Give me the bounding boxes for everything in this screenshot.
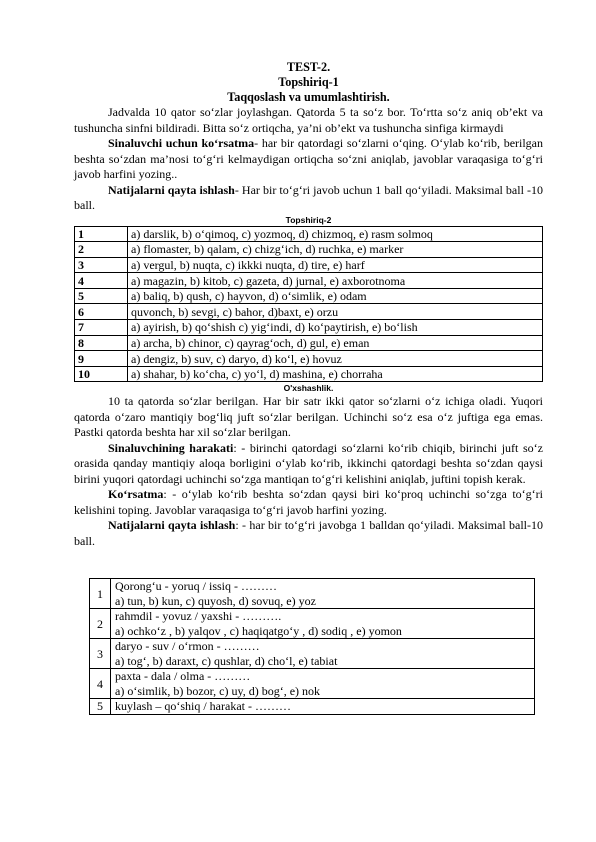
analogy-prompt: daryo - suv / o‘rmon - ………	[115, 639, 260, 654]
table-row	[75, 320, 543, 336]
table-row	[90, 699, 535, 715]
scoring-text: - Har bir to‘g‘ri javob uchun 1 ball qo‘yiladi. Maksimal ball -10 ball.	[74, 182, 544, 212]
intro-paragraph: Jadvalda 10 qator so‘zlar joylashgan. Qatorda 5 ta so‘z bor. To‘rtta so‘z aniq ob’ekt va tushuncha sinfni bildiradi. Bitta so‘z ortiqcha, ya’ni ob’ekt va tushuncha sinfiga kirmaydi	[74, 105, 543, 135]
analogy-prompt: Qorong‘u - yoruq / issiq - ………	[115, 579, 277, 594]
row-number: 5	[75, 288, 128, 304]
row-number: 1	[75, 226, 128, 242]
scoring2-label: Natijalarni qayta ishlash	[108, 518, 236, 533]
analogy-options: a) tun, b) kun, c) quyosh, d) sovuq, e) yoz	[115, 593, 316, 608]
word-table-1	[74, 226, 543, 383]
section-subtitle: Taqqoslash va umumlashtirish.	[227, 90, 390, 104]
row-words: a) archa, b) chinor, c) qayrag‘och, d) gul, e) eman	[128, 335, 543, 351]
scoring2-paragraph	[74, 518, 543, 549]
row-words: a) magazin, b) kitob, c) gazeta, d) jurnal, e) axborotnoma	[128, 273, 543, 289]
section2-title: O'xshashlik.	[283, 383, 334, 394]
table-row	[75, 273, 543, 289]
analogy-options: a) o‘simlik, b) bozor, c) uy, d) bog‘, e) nok	[115, 683, 321, 698]
row-words: a) dengiz, b) suv, c) daryo, d) ko‘l, e) hovuz	[128, 351, 543, 367]
action-label: Sinaluvchining harakati	[108, 440, 234, 455]
row-number: 1	[90, 579, 111, 609]
action-paragraph	[74, 441, 543, 488]
row-number: 2	[75, 242, 128, 258]
analogy-intro-paragraph: 10 ta qatorda so‘zlar berilgan. Har bir satr ikki qator so‘zlarni o‘z ichiga oladi. Yuqori qatorda o‘zaro mantiqiy bog‘liq juft so‘zlar berilgan. Uchinchi so‘z esa o‘z juftiga ega emas. Pastki qatorda beshta har xil so‘zlar berilgan.	[74, 394, 543, 440]
row-words: a) vergul, b) nuqta, c) ikkki nuqta, d) tire, e) harf	[128, 257, 543, 273]
guidance-paragraph	[74, 487, 543, 518]
row-number: 8	[75, 335, 128, 351]
guidance-text: : - o‘ylab ko‘rib beshta so‘zdan qaysi biri ko‘proq uchinchi so‘zga to‘g‘ri kelishini toping. Javoblar varaqasiga to‘g‘ri javob harfini yozing.	[74, 487, 543, 517]
analogy-cell	[111, 609, 535, 639]
table-row	[75, 366, 543, 382]
instruction-label: Sinaluvchi uchun ko‘rsatma	[108, 136, 255, 150]
table-row	[75, 335, 543, 351]
row-words: a) darslik, b) o‘qimoq, c) yozmoq, d) chizmoq, e) rasm solmoq	[128, 226, 543, 242]
scoring-paragraph	[74, 183, 543, 214]
analogy-options: a) ochko‘z , b) yalqov , c) haqiqatgo‘y , d) sodiq , e) yomon	[115, 623, 402, 638]
table-row	[90, 609, 535, 639]
document-content	[74, 60, 543, 715]
analogy-prompt: kuylash – qo‘shiq / harakat - ………	[115, 699, 291, 714]
table-row	[75, 288, 543, 304]
table-row	[75, 257, 543, 273]
row-words: a) flomaster, b) qalam, c) chizg‘ich, d) ruchka, e) marker	[128, 242, 543, 258]
table1-title: Topshiriq-2	[285, 214, 332, 225]
table-row	[75, 304, 543, 320]
analogy-prompt: rahmdil - yovuz / yaxshi - ……….	[115, 609, 282, 624]
row-number: 7	[75, 320, 128, 336]
analogy-table	[89, 578, 535, 715]
analogy-prompt: paxta - dala / olma - ………	[115, 669, 251, 684]
analogy-options: a) tog‘, b) daraxt, c) qushlar, d) cho‘l, e) tabiat	[115, 653, 338, 668]
test-title: TEST-2.	[286, 60, 331, 74]
row-number: 9	[75, 351, 128, 367]
row-number: 10	[75, 366, 128, 382]
table-row	[75, 242, 543, 258]
table-row	[75, 351, 543, 367]
table-row	[75, 226, 543, 242]
row-number: 6	[75, 304, 128, 320]
analogy-cell	[111, 699, 535, 715]
instruction-paragraph	[74, 136, 543, 183]
table-row	[90, 639, 535, 669]
analogy-cell	[111, 669, 535, 699]
analogy-cell	[111, 579, 535, 609]
scoring-label: Natijalarni qayta ishlash	[108, 182, 235, 197]
action-text: : - birinchi qatordagi so‘zlarni ko‘rib chiqib, birinchi juft so‘z orasida qanday mantiqiy aloqa borligini o‘ylab ko‘rib, ikkinchi qatordagi beshta so‘zdan qaysi birini yuqori qatordagi uchinchi so‘zga mantiqan to‘g‘ri kelishini aniqlab, juftini topish kerak.	[74, 440, 543, 486]
row-words: quvonch, b) sevgi, c) bahor, d)baxt, e) orzu	[128, 304, 543, 320]
row-words: a) baliq, b) qush, c) hayvon, d) o‘simlik, e) odam	[128, 288, 543, 304]
row-number: 3	[75, 257, 128, 273]
scoring2-text: : - har bir to‘g‘ri javobga 1 balldan qo‘yiladi. Maksimal ball-10 ball.	[74, 518, 544, 548]
analogy-cell	[111, 639, 535, 669]
row-number: 2	[90, 609, 111, 639]
table-row	[90, 669, 535, 699]
table-row	[90, 579, 535, 609]
task-title: Topshiriq-1	[278, 75, 339, 89]
row-number: 3	[90, 639, 111, 669]
guidance-label: Ko‘rsatma	[108, 487, 164, 502]
row-number: 4	[75, 273, 128, 289]
row-words: a) ayirish, b) qo‘shish c) yig‘indi, d) ko‘paytirish, e) bo‘lish	[128, 320, 543, 336]
row-words: a) shahar, b) ko‘cha, c) yo‘l, d) mashina, e) chorraha	[128, 366, 543, 382]
row-number: 4	[90, 669, 111, 699]
instruction-text: - har bir qatordagi so‘zlarni o‘qing. O‘ylab ko‘rib, berilgan beshta so‘zdan ma’nosi to‘g‘ri kelmaydigan ortiqcha so‘zni aniqlab, javoblar varaqasiga to‘g‘ri javob harfini yozing..	[74, 136, 544, 181]
row-number: 5	[90, 699, 111, 715]
